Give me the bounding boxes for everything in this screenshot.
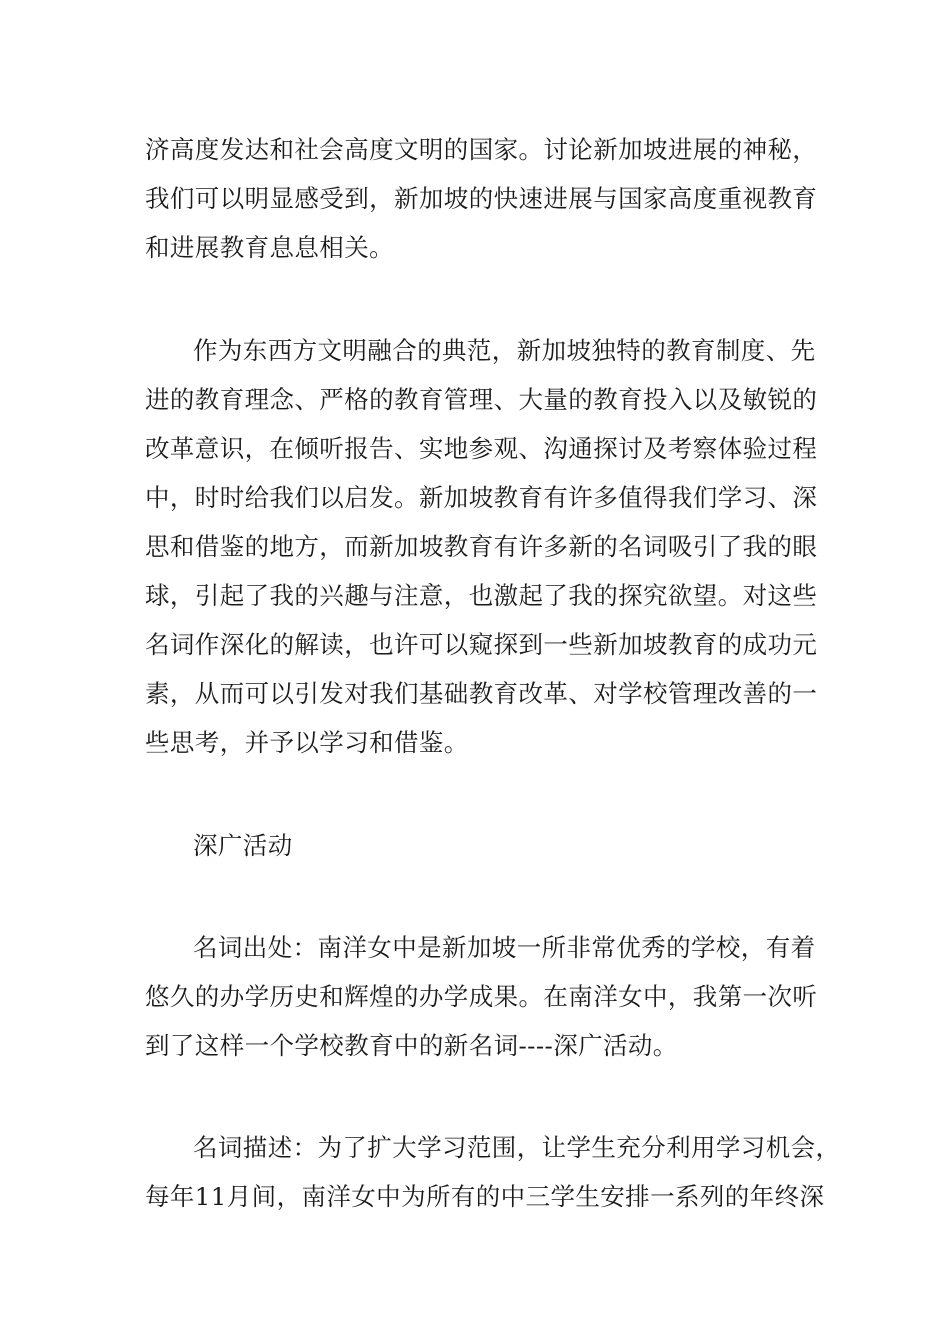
text-line: 到了这样一个学校教育中的新名词----深广活动。 [145,1031,678,1060]
text-line: 名词出处：南洋女中是新加坡一所非常优秀的学校，有着 [193,933,816,962]
text-line: 些思考，并予以学习和借鉴。 [145,728,469,757]
text-line: 进的教育理念、严格的教育管理、大量的教育投入以及敏锐的 [145,385,818,414]
section-heading-text: 深广活动 [193,831,293,860]
text-line: 悠久的办学历史和辉煌的办学成果。在南洋女中，我第一次听 [145,982,818,1011]
text-line: 每年11月间，南洋女中为所有的中三学生安排一系列的年终深 [145,1182,825,1211]
text-line: 球，引起了我的兴趣与注意，也激起了我的探究欲望。对这些 [145,581,818,610]
text-line: 素，从而可以引发对我们基础教育改革、对学校管理改善的一 [145,679,818,708]
text-line: 名词作深化的解读，也许可以窥探到一些新加坡教育的成功元 [145,630,818,659]
text-line: 我们可以明显感受到，新加坡的快速进展与国家高度重视教育 [145,184,818,213]
text-line: 名词描述：为了扩大学习范围，让学生充分利用学习机会， [193,1133,841,1162]
text-line: 改革意识，在倾听报告、实地参观、沟通探讨及考察体验过程 [145,434,818,463]
text-line: 和进展教育息息相关。 [145,233,394,262]
text-line: 济高度发达和社会高度文明的国家。讨论新加坡进展的神秘， [145,135,818,164]
text-line: 思和借鉴的地方，而新加坡教育有许多新的名词吸引了我的眼 [145,532,818,561]
text-line: 中，时时给我们以启发。新加坡教育有许多值得我们学习、深 [145,483,818,512]
text-line: 作为东西方文明融合的典范，新加坡独特的教育制度、先 [193,336,816,365]
